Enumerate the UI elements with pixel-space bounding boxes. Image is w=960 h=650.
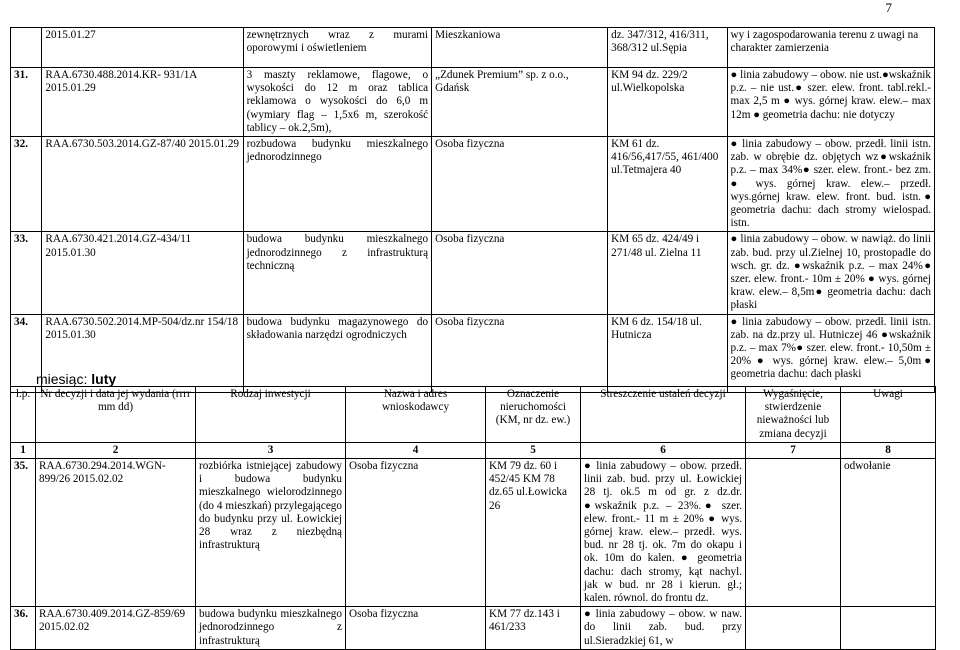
header-investment: Rodzaj inwestycji: [196, 387, 346, 443]
table-row: [11, 137, 935, 232]
row-investment: zewnętrznych wraz z murami oporowymi i oświetleniem: [243, 28, 432, 68]
column-number: 7: [746, 442, 841, 458]
row-lp: [11, 28, 42, 68]
row-investment: budowa budynku mieszkalnego jednorodzinnego z infrastrukturą: [196, 607, 346, 650]
row-lp: 34.: [11, 314, 42, 392]
table-row: [11, 314, 935, 392]
row-expiry: [746, 607, 841, 650]
row-investment: budowa budynku mieszkalnego jednorodzinnego z infrastrukturą techniczną: [243, 232, 432, 314]
column-number: 5: [486, 442, 581, 458]
row-conditions: ● linia zabudowy – obow. przedł. linii istn. zab. w obrębie dz. objętych wz●wskaźnik p.z. – max 34%● szer. elew. front.- bez zm. ● wys. górnej kraw. elew.– przedł. wys.górnej kraw. elew. front. bud. istn.● geometria dachu: dach stromy wielospad. istn.: [727, 137, 934, 232]
row-applicant: Osoba fizyczna: [432, 232, 608, 314]
row-applicant: Mieszkaniowa: [432, 28, 608, 68]
header-conditions: Streszczenie ustaleń decyzji: [581, 387, 746, 443]
table-header-row: [11, 387, 936, 443]
header-decision: Nr decyzji i data jej wydania (rrrr mm dd): [36, 387, 196, 443]
row-applicant: Osoba fizyczna: [346, 607, 486, 650]
table-row: [11, 28, 935, 68]
row-decision: RAA.6730.294.2014.WGN-899/26 2015.02.02: [36, 459, 196, 607]
row-lp: 35.: [11, 459, 36, 607]
row-conditions: ● linia zabudowy – obow. w nawiąż. do linii zab. bud. przy ul.Zielnej 10, prostopadle do wsch. gr. dz. ●wskaźnik p.z. – max 24%● szer. elew. front.- 10m ± 20% ● wys. górnej kraw. elew.– 8,5m● geometria dachu: dach płaski: [727, 232, 934, 314]
row-conditions: ● linia zabudowy – obow. nie ust.●wskaźnik p.z. – nie ust.● szer. elew. front. tabl.rekl.- max 2,5 m ● wys. górnej kraw. elew.– max 12m ● geometria dachu: nie dotyczy: [727, 68, 934, 137]
month-label: miesiąc:: [36, 371, 88, 387]
row-decision: RAA.6730.488.2014.KR- 931/1A 2015.01.29: [42, 68, 243, 137]
row-decision: 2015.01.27: [42, 28, 243, 68]
row-conditions: ● linia zabudowy – obow. w naw. do linii zab. bud. przy ul.Sieradzkiej 61, w: [581, 607, 746, 650]
row-investment: 3 maszty reklamowe, flagowe, o wysokości do 12 m oraz tablica reklamowa o wysokości do 6,0 m (wymiary flag – 1,5x6 m, szerokość tablicy – ok.2,5m),: [243, 68, 432, 137]
row-conditions: wy i zagospodarowania terenu z uwagi na charakter zamierzenia: [727, 28, 934, 68]
header-remarks: Uwagi: [841, 387, 936, 443]
column-number: 6: [581, 442, 746, 458]
row-expiry: [746, 459, 841, 607]
row-property: KM 94 dz. 229/2 ul.Wielkopolska: [608, 68, 727, 137]
row-lp: 33.: [11, 232, 42, 314]
row-property: KM 61 dz. 416/56,417/55, 461/400 ul.Tetmajera 40: [608, 137, 727, 232]
table-row: [11, 459, 936, 607]
month-value: luty: [91, 371, 117, 387]
page-number: 7: [885, 0, 892, 15]
row-decision: RAA.6730.409.2014.GZ-859/69 2015.02.02: [36, 607, 196, 650]
row-lp: 36.: [11, 607, 36, 650]
column-number: 4: [346, 442, 486, 458]
row-investment: rozbiórka istniejącej zabudowy i budowa budynku mieszkalnego wielorodzinnego (do 4 mieszkań) przylegającego do budynku przy ul. Łowickiej 28 wraz z niezbędną infrastrukturą: [196, 459, 346, 607]
row-lp: 31.: [11, 68, 42, 137]
row-property: dz. 347/312, 416/311, 368/312 ul.Sępia: [608, 28, 727, 68]
row-decision: RAA.6730.502.2014.MP-504/dz.nr 154/18 2015.01.30: [42, 314, 243, 392]
row-investment: rozbudowa budynku mieszkalnego jednorodzinnego: [243, 137, 432, 232]
row-property: KM 79 dz. 60 i 452/45 KM 78 dz.65 ul.Łowicka 26: [486, 459, 581, 607]
header-applicant: Nazwa i adres wnioskodawcy: [346, 387, 486, 443]
decisions-table: [10, 386, 936, 650]
row-property: KM 6 dz. 154/18 ul. Hutnicza: [608, 314, 727, 392]
row-property: KM 77 dz.143 i 461/233: [486, 607, 581, 650]
column-number: 1: [11, 442, 36, 458]
row-property: KM 65 dz. 424/49 i 271/48 ul. Zielna 11: [608, 232, 727, 314]
header-lp: l.p.: [11, 387, 36, 443]
column-number: 8: [841, 442, 936, 458]
row-remarks: odwołanie: [841, 459, 936, 607]
row-decision: RAA.6730.503.2014.GZ-87/40 2015.01.29: [42, 137, 243, 232]
header-expiry: Wygaśnięcie, stwierdzenie nieważności lub zmiana decyzji: [746, 387, 841, 443]
row-decision: RAA.6730.421.2014.GZ-434/11 2015.01.30: [42, 232, 243, 314]
row-conditions: ● linia zabudowy – obow. przedł. linii zab. bud. przy ul. Łowickiej 28 tj. ok.5 m od gr. z dz.dr. ●wskaźnik p.z. – 23%.● szer. elew. front.- 11 m ± 20% ● wys. górnej kraw. elew.– przedł. wys. bud. nr 28 tj. ok. 7m do okapu i ok. 10m do kalen. ● geometria dachu: dach stromy, kąt nachyl. jak w bud. nr 28 i kierun. gł.; kalen. równol. do frontu dz.: [581, 459, 746, 607]
row-remarks: [841, 607, 936, 650]
table-row: [11, 68, 935, 137]
table-row: [11, 232, 935, 314]
month-heading: [36, 371, 116, 387]
row-investment: budowa budynku magazynowego do składowania narzędzi ogrodniczych: [243, 314, 432, 392]
row-applicant: „Zdunek Premium” sp. z o.o., Gdańsk: [432, 68, 608, 137]
row-applicant: Osoba fizyczna: [432, 137, 608, 232]
row-applicant: Osoba fizyczna: [432, 314, 608, 392]
column-number: 3: [196, 442, 346, 458]
row-conditions: ● linia zabudowy – obow. przedł. linii istn. zab. na dz.przy ul. Hutniczej 46 ●wskaźnik p.z. – max 7%● szer. elew. front.- 10,50m ± 20% ● wys. górnej kraw. elew.– 5,0m● geometria dachu: dach płaski: [727, 314, 934, 392]
column-number: 2: [36, 442, 196, 458]
column-numbers-row: [11, 442, 936, 458]
header-property: Oznaczenie nieruchomości (KM, nr dz. ew.): [486, 387, 581, 443]
row-applicant: Osoba fizyczna: [346, 459, 486, 607]
table-row: [11, 607, 936, 650]
row-lp: 32.: [11, 137, 42, 232]
decisions-table-continued: [10, 27, 935, 393]
